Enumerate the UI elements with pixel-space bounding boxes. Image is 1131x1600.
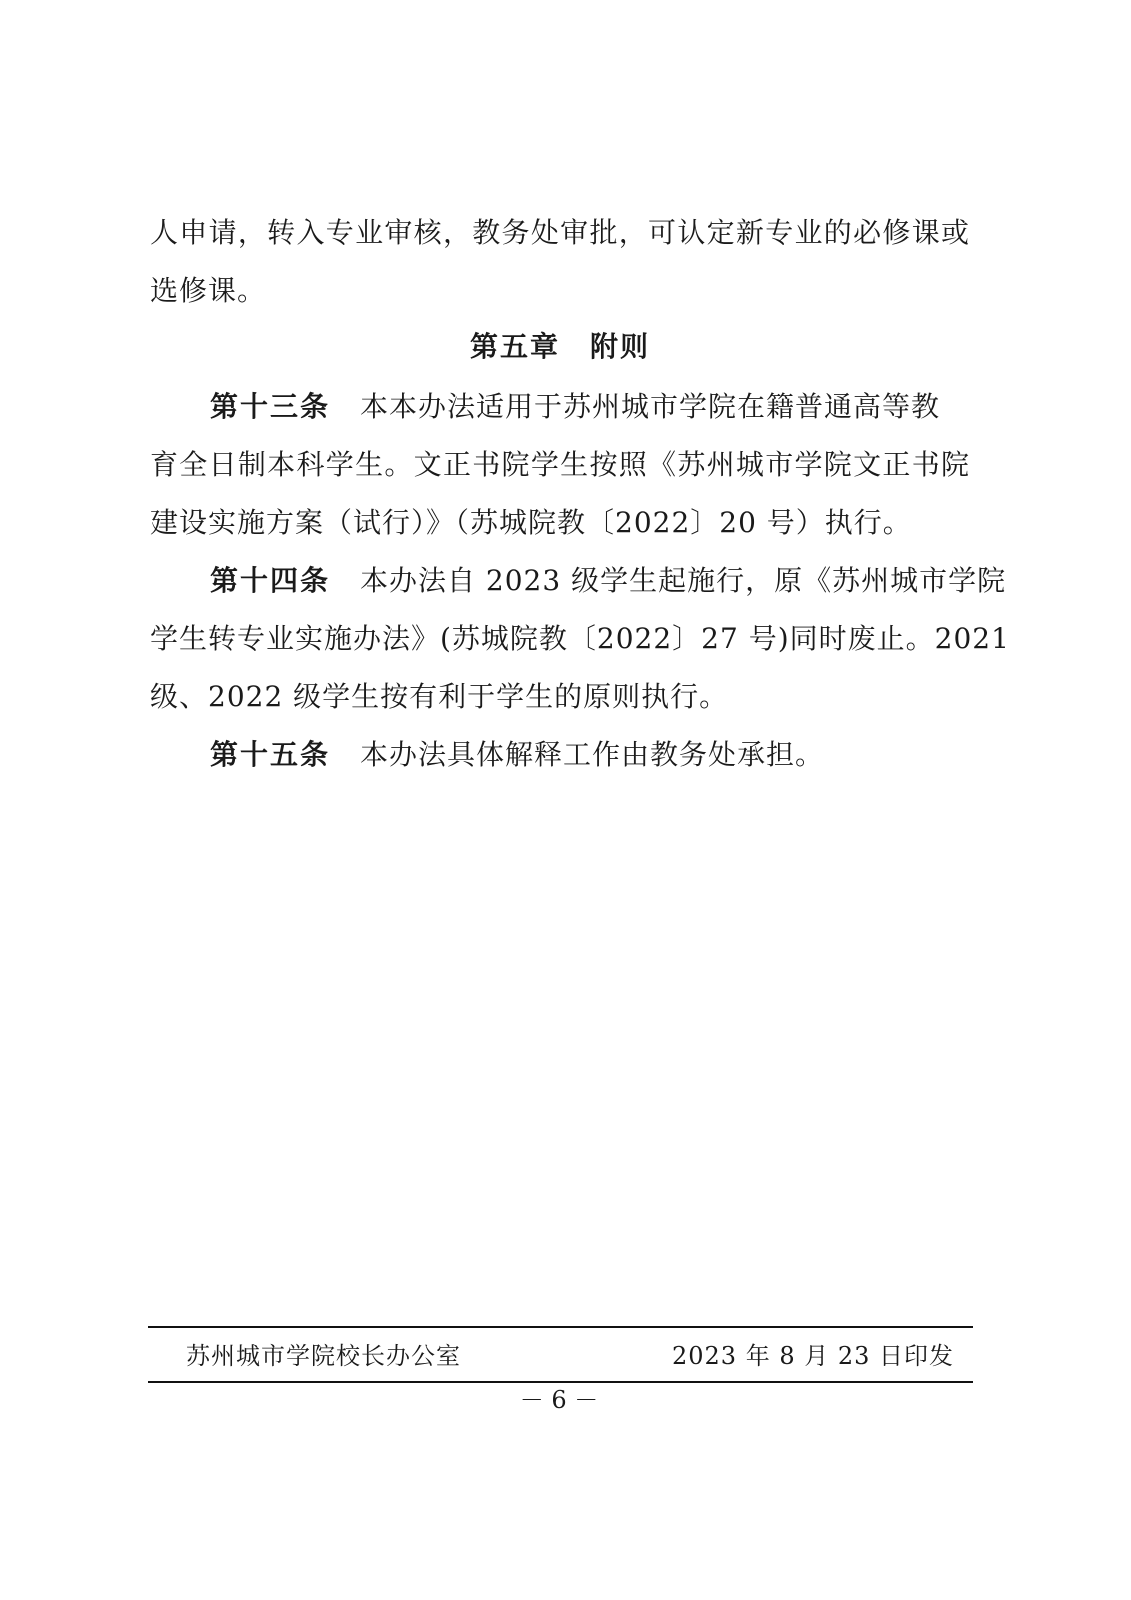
article-number: 第十五条 bbox=[210, 738, 331, 771]
article-number: 第十四条 bbox=[210, 564, 331, 597]
article-text: 本本办法适用于苏州城市学院在籍普通高等教 bbox=[360, 390, 941, 423]
paragraph-line: 学生转专业实施办法》(苏城院教〔2022〕27 号)同时废止。2021 bbox=[150, 622, 1010, 655]
paragraph-line: 选修课。 bbox=[150, 274, 267, 307]
footer-date: 2023 年 8 月 23 日印发 bbox=[672, 1342, 955, 1370]
footer-top-rule bbox=[148, 1326, 973, 1328]
article-text: 本办法具体解释工作由教务处承担。 bbox=[360, 738, 825, 771]
footer-issuer: 苏州城市学院校长办公室 bbox=[186, 1342, 461, 1370]
article-text: 本办法自 2023 级学生起施行，原《苏州城市学院 bbox=[360, 564, 1007, 597]
article-15-first-line bbox=[210, 726, 970, 784]
paragraph-line: 建设实施方案（试行）》（苏城院教〔2022〕20 号）执行。 bbox=[150, 506, 912, 539]
chapter-heading: 第五章 附则 bbox=[469, 330, 650, 363]
footer-bottom-rule bbox=[148, 1381, 973, 1383]
paragraph-line: 育全日制本科学生。文正书院学生按照《苏州城市学院文正书院 bbox=[150, 448, 970, 481]
paragraph-line: 级、2022 级学生按有利于学生的原则执行。 bbox=[150, 680, 729, 713]
paragraph-line: 人申请，转入专业审核，教务处审批，可认定新专业的必修课或 bbox=[150, 216, 970, 249]
article-14-first-line bbox=[210, 552, 1007, 610]
page-number: － 6 － bbox=[519, 1386, 599, 1414]
article-13-first-line bbox=[210, 378, 970, 436]
article-number: 第十三条 bbox=[210, 390, 331, 423]
